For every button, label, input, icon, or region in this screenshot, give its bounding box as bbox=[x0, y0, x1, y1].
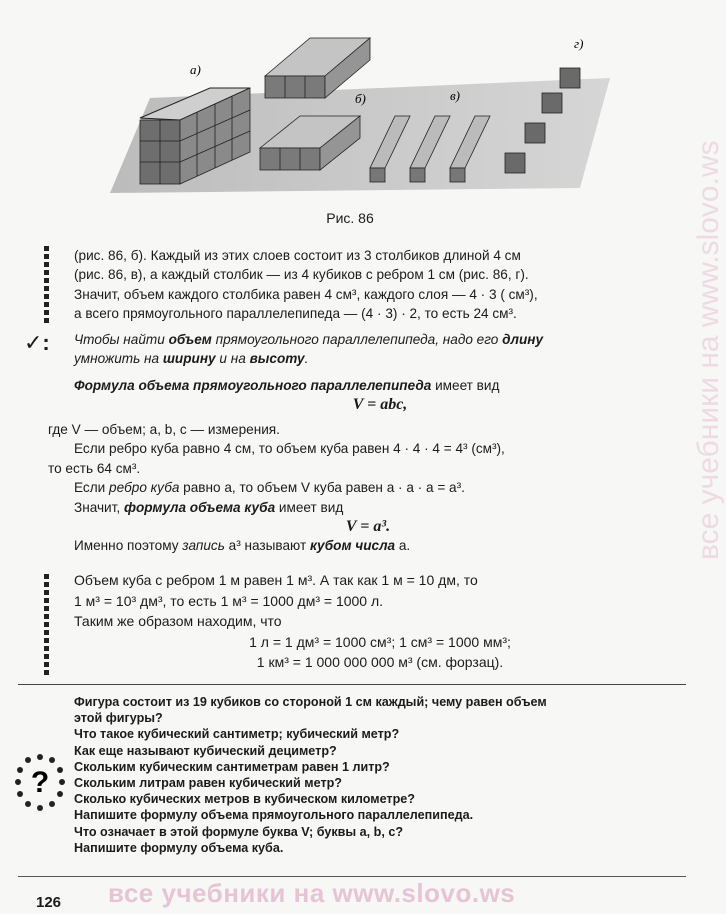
rule-volume: Чтобы найти объем прямоугольного параллелепипеда, надо его длину умножить на ширину и на высоту. bbox=[74, 332, 544, 367]
label-v: в) bbox=[450, 88, 460, 103]
question-item: Как еще называют кубический дециметр? bbox=[74, 743, 337, 758]
paragraph-volume-explanation: (рис. 86, б). Каждый из этих слоев состоит из 3 столбиков длиной 4 см (рис. 86, в), а каждый столбик — из 4 кубиков с ребром 1 см (рис. 86, г). Значит, объем каждого столбика равен 4 см³, каждого слоя — 4 · 3 ( см³), а всего прямоугольного параллелепипеда — (4 · 3) · 2, то есть 24 см³. bbox=[74, 248, 538, 322]
question-item: Скольким литрам равен кубический метр? bbox=[74, 776, 342, 791]
paragraph-units: Объем куба с ребром 1 м равен 1 м³. А так как 1 м = 10 дм, то 1 м³ = 10³ дм³, то есть 1 м³ = 1000 дм³ = 1000 л. Таким же образом находим, что 1 л = 1 дм³ = 1000 см³; 1 см³ = 1000 мм³; 1 км³ = 1 000 000 000 м³ (см. форзац). bbox=[74, 572, 511, 670]
question-item: Что означает в этой формуле буква V; буквы a, b, c? bbox=[74, 824, 404, 839]
question-item: Напишите формулу объема прямоугольного параллелепипеда. bbox=[74, 808, 474, 823]
cube-text: где V — объем; a, b, c — измерения. Если ребро куба равно 4 см, то объем куба равен 4 · 4 · 4 = 4³ (см³), то есть 64 см³. Если ребро куба равно a, то объем V куба равен a · a · a = a³. Значит, формула объема куба имеет вид V = a³. Именно поэтому запись a³ называют кубом числа a. bbox=[48, 422, 505, 554]
footer-divider bbox=[18, 876, 686, 877]
dotted-margin-bar-1 bbox=[44, 246, 50, 326]
questions-list bbox=[74, 694, 684, 856]
checkmark-icon: ✓: bbox=[24, 330, 50, 355]
watermark-side: все учебники на www.slovo.ws bbox=[692, 140, 725, 560]
label-a: а) bbox=[190, 62, 201, 77]
svg-text:?: ? bbox=[30, 766, 50, 799]
page-number: 126 bbox=[36, 894, 62, 911]
question-item: Сколько кубических метров в кубическом километре? bbox=[74, 792, 415, 807]
figure-caption: Рис. 86 bbox=[326, 210, 374, 226]
question-item: Скольким кубическим сантиметрам равен 1 литр? bbox=[74, 759, 390, 774]
question-item: Фигура состоит из 19 кубиков со стороной 1 см каждый; чему равен объем bbox=[74, 695, 547, 709]
question-item: Что такое кубический сантиметр; кубический метр? bbox=[74, 727, 400, 742]
figure-86 bbox=[110, 28, 630, 218]
label-g: г) bbox=[574, 36, 584, 51]
section-divider bbox=[18, 684, 686, 685]
question-mark-icon bbox=[14, 752, 66, 812]
dotted-margin-bar-2 bbox=[44, 574, 50, 678]
label-b: б) bbox=[355, 91, 366, 106]
watermark-bottom: все учебники на www.slovo.ws bbox=[108, 878, 516, 908]
question-item: этой фигуры? bbox=[74, 711, 163, 726]
formula-parallelepiped: Формула объема прямоугольного параллелепипеда имеет вид V = abc, bbox=[74, 378, 500, 414]
question-item: Напишите формулу объема куба. bbox=[74, 840, 284, 855]
block-b-top bbox=[265, 38, 370, 98]
